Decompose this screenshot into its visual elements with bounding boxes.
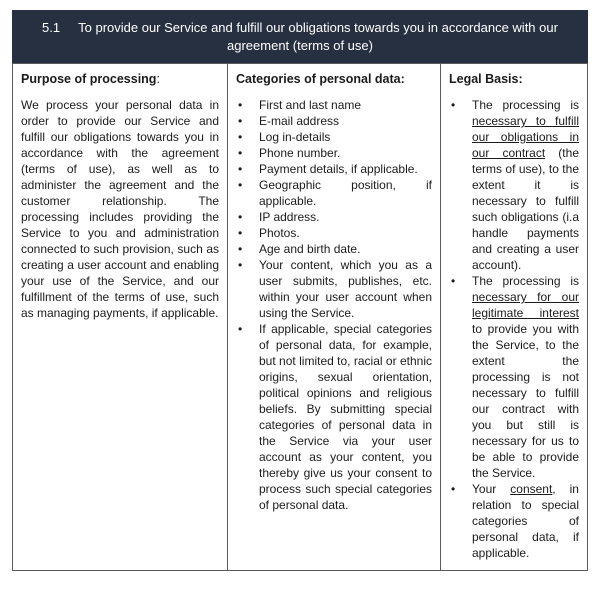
text-segment: , in relation to special categories of personal data, if applicable. bbox=[472, 482, 579, 560]
bullet-icon: • bbox=[238, 114, 243, 128]
list-item bbox=[236, 129, 432, 145]
purpose-heading-colon: : bbox=[156, 72, 160, 86]
bullet-icon: • bbox=[451, 98, 456, 112]
underlined-text: necessary to fulfill our obligations in our contract bbox=[472, 114, 579, 160]
list-item bbox=[449, 273, 579, 481]
purpose-paragraph: We process your personal data in order to provide our Service and fulfill our obligations towards you in accordance with the agreement (terms of use), as well as to administer the agreement and the customer relationship. The processing includes providing the Service to you and administration connected to such provision, such as creating a user account and enabling your use of the Service, and our fulfillment of the terms of use, such as managing payments, if applicable. bbox=[21, 98, 219, 320]
text-segment: The processing is bbox=[472, 98, 579, 112]
text-segment: The processing is bbox=[472, 274, 579, 288]
list-item bbox=[236, 225, 432, 241]
list-item bbox=[449, 97, 579, 273]
categories-list bbox=[236, 97, 432, 513]
text-segment: IP address. bbox=[259, 210, 320, 224]
purpose-heading bbox=[21, 71, 219, 87]
bullet-icon: • bbox=[238, 210, 243, 224]
list-item bbox=[236, 209, 432, 225]
column-categories bbox=[228, 64, 441, 570]
text-segment: (the terms of use), to the extent it is necessary to fulfill such obligations (i.a handle payments and creating a user account). bbox=[472, 146, 579, 272]
text-segment: Payment details, if applicable. bbox=[259, 162, 418, 176]
section-number: 5.1 bbox=[42, 20, 61, 35]
list-item bbox=[236, 257, 432, 321]
underlined-text: necessary for our legitimate interest bbox=[472, 290, 579, 320]
text-segment: Your bbox=[472, 482, 511, 496]
list-item bbox=[236, 113, 432, 129]
bullet-icon: • bbox=[238, 98, 243, 112]
bullet-icon: • bbox=[238, 322, 243, 336]
bullet-icon: • bbox=[238, 178, 243, 192]
list-item bbox=[236, 161, 432, 177]
purpose-heading-text: Purpose of processing bbox=[21, 72, 157, 86]
text-segment: First and last name bbox=[259, 98, 362, 112]
text-segment: Photos. bbox=[259, 226, 300, 240]
legal-list bbox=[449, 97, 579, 561]
bullet-icon: • bbox=[238, 146, 243, 160]
list-item bbox=[236, 321, 432, 513]
text-segment: E-mail address bbox=[259, 114, 340, 128]
column-purpose bbox=[13, 64, 228, 570]
text-segment: Phone number. bbox=[259, 146, 341, 160]
text-segment: to provide you with the Service, to the extent the processing is not necessary to fulfill our contract with you but still is necessary for us to be able to provide the Service. bbox=[472, 322, 579, 480]
bullet-icon: • bbox=[238, 162, 243, 176]
text-segment: Age and birth date. bbox=[259, 242, 361, 256]
bullet-icon: • bbox=[238, 242, 243, 256]
bullet-icon: • bbox=[451, 274, 456, 288]
list-item bbox=[236, 177, 432, 209]
bullet-icon: • bbox=[238, 258, 243, 272]
policy-table bbox=[12, 63, 588, 571]
legal-heading: Legal Basis: bbox=[449, 72, 523, 86]
underlined-text: consent bbox=[510, 482, 553, 496]
text-segment: If applicable, special categories of personal data, for example, but not limited to, racial or ethnic origins, sexual orientation, political opinions and religious beliefs. By submitting special categories of personal data in the Service via your user account as your content, you thereby give us your consent to process such special categories of personal data. bbox=[259, 322, 432, 512]
column-legal bbox=[441, 64, 587, 570]
section-header bbox=[12, 10, 588, 63]
bullet-icon: • bbox=[451, 482, 456, 496]
text-segment: Log in-details bbox=[259, 130, 331, 144]
text-segment: Geographic position, if applicable. bbox=[259, 178, 432, 208]
list-item bbox=[236, 97, 432, 113]
section-title: To provide our Service and fulfill our obligations towards you in accordance with our agreement (terms of use) bbox=[78, 20, 558, 53]
list-item bbox=[236, 145, 432, 161]
bullet-icon: • bbox=[238, 226, 243, 240]
text-segment: Your content, which you as a user submits, publishes, etc. within your user account when using the Service. bbox=[259, 258, 432, 320]
bullet-icon: • bbox=[238, 130, 243, 144]
list-item bbox=[236, 241, 432, 257]
document-page bbox=[0, 10, 600, 591]
list-item bbox=[449, 481, 579, 561]
categories-heading: Categories of personal data: bbox=[236, 72, 405, 86]
